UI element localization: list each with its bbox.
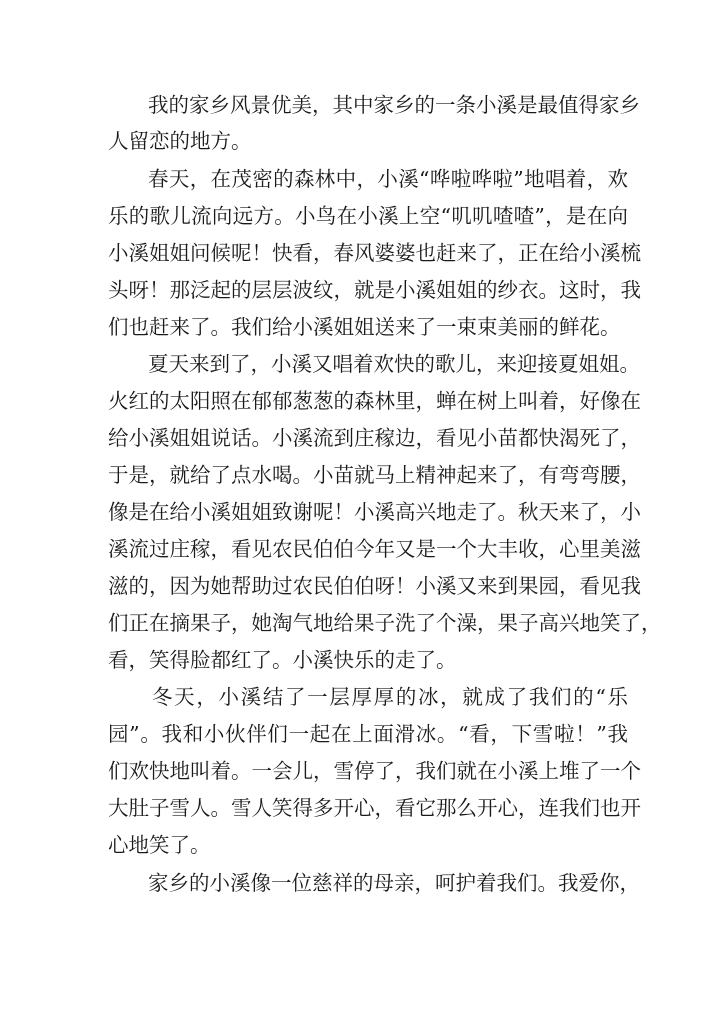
paragraph-3-line-2: 火红的太阳照在郁郁葱葱的森林里，蝉在树上叫着，好像在 (108, 389, 641, 413)
paragraph-4-line-1: 冬天，小溪结了一层厚厚的冰，就成了我们的“乐 (152, 685, 628, 709)
paragraph-2-line-2: 乐的歌儿流向远方。小鸟在小溪上空“叽叽喳喳”，是在向 (108, 204, 628, 228)
paragraph-2-line-3: 小溪姐姐问候呢！快看，春风婆婆也赶来了，正在给小溪梳 (108, 241, 641, 265)
paragraph-4-line-2: 园”。我和小伙伴们一起在上面滑冰。“看，下雪啦！”我 (108, 722, 628, 746)
paragraph-3-line-5: 像是在给小溪姐姐致谢呢！小溪高兴地走了。秋天来了，小 (108, 500, 641, 524)
paragraph-1-line-1: 我的家乡风景优美，其中家乡的一条小溪是最值得家乡 (148, 93, 640, 117)
paragraph-2-line-5: 们也赶来了。我们给小溪姐姐送来了一束束美丽的鲜花。 (108, 315, 621, 339)
paragraph-3-line-6: 溪流过庄稼，看见农民伯伯今年又是一个大丰收，心里美滋 (108, 537, 641, 561)
paragraph-4-line-3: 们欢快地叫着。一会儿，雪停了，我们就在小溪上堆了一个 (108, 759, 641, 783)
paragraph-2-line-4: 头呀！那泛起的层层波纹，就是小溪姐姐的纱衣。这时，我 (108, 278, 641, 302)
paragraph-4-line-5: 心地笑了。 (108, 833, 211, 857)
paragraph-3-line-4: 于是，就给了点水喝。小苗就马上精神起来了，有弯弯腰， (108, 463, 641, 487)
paragraph-3-line-8: 们正在摘果子，她淘气地给果子洗了个澡，果子高兴地笑了， (108, 611, 662, 635)
paragraph-3-line-9: 看，笑得脸都红了。小溪快乐的走了。 (108, 648, 457, 672)
paragraph-3-line-1: 夏天来到了，小溪又唱着欢快的歌儿，来迎接夏姐姐。 (148, 352, 640, 376)
paragraph-4-line-4: 大肚子雪人。雪人笑得多开心，看它那么开心，连我们也开 (108, 796, 641, 820)
paragraph-3-line-3: 给小溪姐姐说话。小溪流到庄稼边，看见小苗都快渴死了， (108, 426, 641, 450)
paragraph-1-line-2: 人留恋的地方。 (108, 129, 252, 153)
paragraph-5-line-1: 家乡的小溪像一位慈祥的母亲，呵护着我们。我爱你， (148, 871, 640, 895)
paragraph-3-line-7: 滋的，因为她帮助过农民伯伯呀！小溪又来到果园，看见我 (108, 574, 641, 598)
paragraph-2-line-1: 春天，在茂密的森林中，小溪“哗啦哗啦”地唱着，欢 (148, 167, 628, 191)
